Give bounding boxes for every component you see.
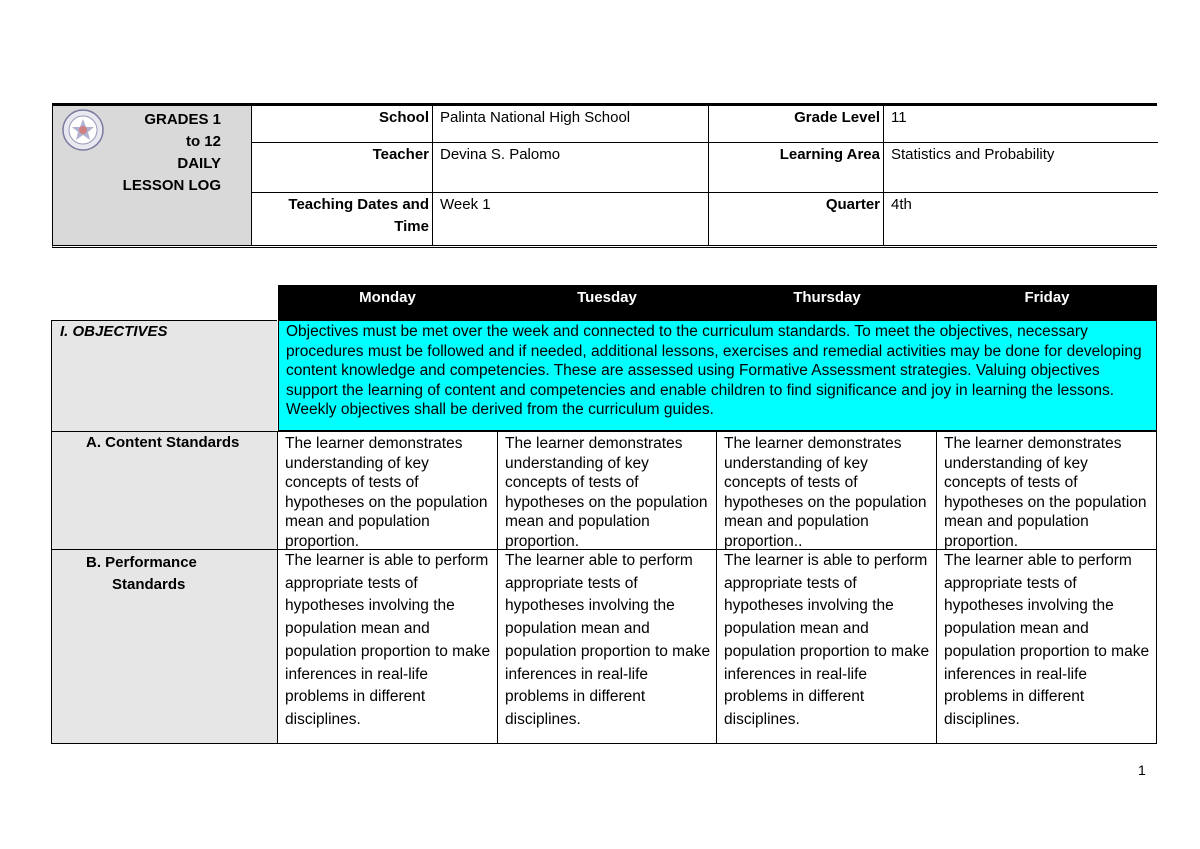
school-value: Palinta National High School bbox=[440, 109, 631, 126]
grade-level-value: 11 bbox=[891, 109, 907, 126]
objectives-text: Objectives must be met over the week and connected to the curriculum standards. To meet the objectives, necessary procedures must be followed and if needed, additional lessons, exercises and remedial activities may be done for developing content knowledge and competencies. These are assessed using Formative Assessment strategies. Valuing objectives support the learning of content and competencies and enable children to find significance and joy in learning the lessons. Weekly objectives shall be derived from the curriculum guides. bbox=[278, 320, 1157, 431]
day-friday: Friday bbox=[1024, 289, 1070, 306]
content-standards-label: A. Content Standards bbox=[51, 431, 277, 549]
performance-standards-monday: The learner is able to perform appropriate tests of hypotheses involving the population mean and population proportion to make inferences in real-life problems in different disciplines. bbox=[278, 549, 497, 744]
lesson-log-title: GRADES 1 to 12 DAILY LESSON LOG bbox=[122, 111, 221, 194]
teacher-label: Teacher bbox=[252, 143, 433, 192]
day-monday: Monday bbox=[359, 289, 416, 306]
teacher-value: Devina S. Palomo bbox=[440, 146, 561, 163]
grade-level-label: Grade Level bbox=[708, 106, 884, 142]
performance-standards-thursday: The learner is able to perform appropriate tests of hypotheses involving the population mean and population proportion to make inferences in real-life problems in different disciplines. bbox=[717, 549, 936, 744]
performance-standards-tuesday: The learner able to perform appropriate tests of hypotheses involving the population mean and population proportion to make inferences in real-life problems in different disciplines. bbox=[498, 549, 717, 744]
content-standards-friday: The learner demonstrates understanding of key concepts of tests of hypotheses on the population mean and population proportion. bbox=[937, 431, 1156, 549]
performance-standards-label: B. Performance Standards bbox=[51, 549, 277, 744]
teaching-dates-label: Teaching Dates and Time bbox=[252, 193, 433, 245]
day-thursday: Thursday bbox=[793, 289, 861, 306]
content-standards-thursday: The learner demonstrates understanding of key concepts of tests of hypotheses on the population mean and population proportion.. bbox=[717, 431, 936, 549]
objectives-label: I. OBJECTIVES bbox=[51, 320, 277, 431]
teaching-dates-value: Week 1 bbox=[440, 196, 491, 213]
day-header-row bbox=[278, 285, 1157, 320]
quarter-value: 4th bbox=[891, 196, 912, 213]
content-standards-tuesday: The learner demonstrates understanding of key concepts of tests of hypotheses on the population mean and population proportion. bbox=[498, 431, 717, 549]
performance-standards-friday: The learner able to perform appropriate tests of hypotheses involving the population mean and population proportion to make inferences in real-life problems in different disciplines. bbox=[937, 549, 1156, 744]
page-number: 1 bbox=[1138, 762, 1146, 778]
content-standards-monday: The learner demonstrates understanding of key concepts of tests of hypotheses on the population mean and population proportion. bbox=[278, 431, 497, 549]
day-tuesday: Tuesday bbox=[577, 289, 637, 306]
learning-area-label: Learning Area bbox=[708, 143, 884, 192]
lesson-log-header bbox=[52, 103, 1157, 248]
school-label: School bbox=[252, 106, 433, 142]
learning-area-value: Statistics and Probability bbox=[891, 146, 1055, 163]
deped-seal-icon bbox=[61, 108, 105, 152]
title-cell bbox=[53, 106, 252, 245]
quarter-label: Quarter bbox=[708, 193, 884, 245]
